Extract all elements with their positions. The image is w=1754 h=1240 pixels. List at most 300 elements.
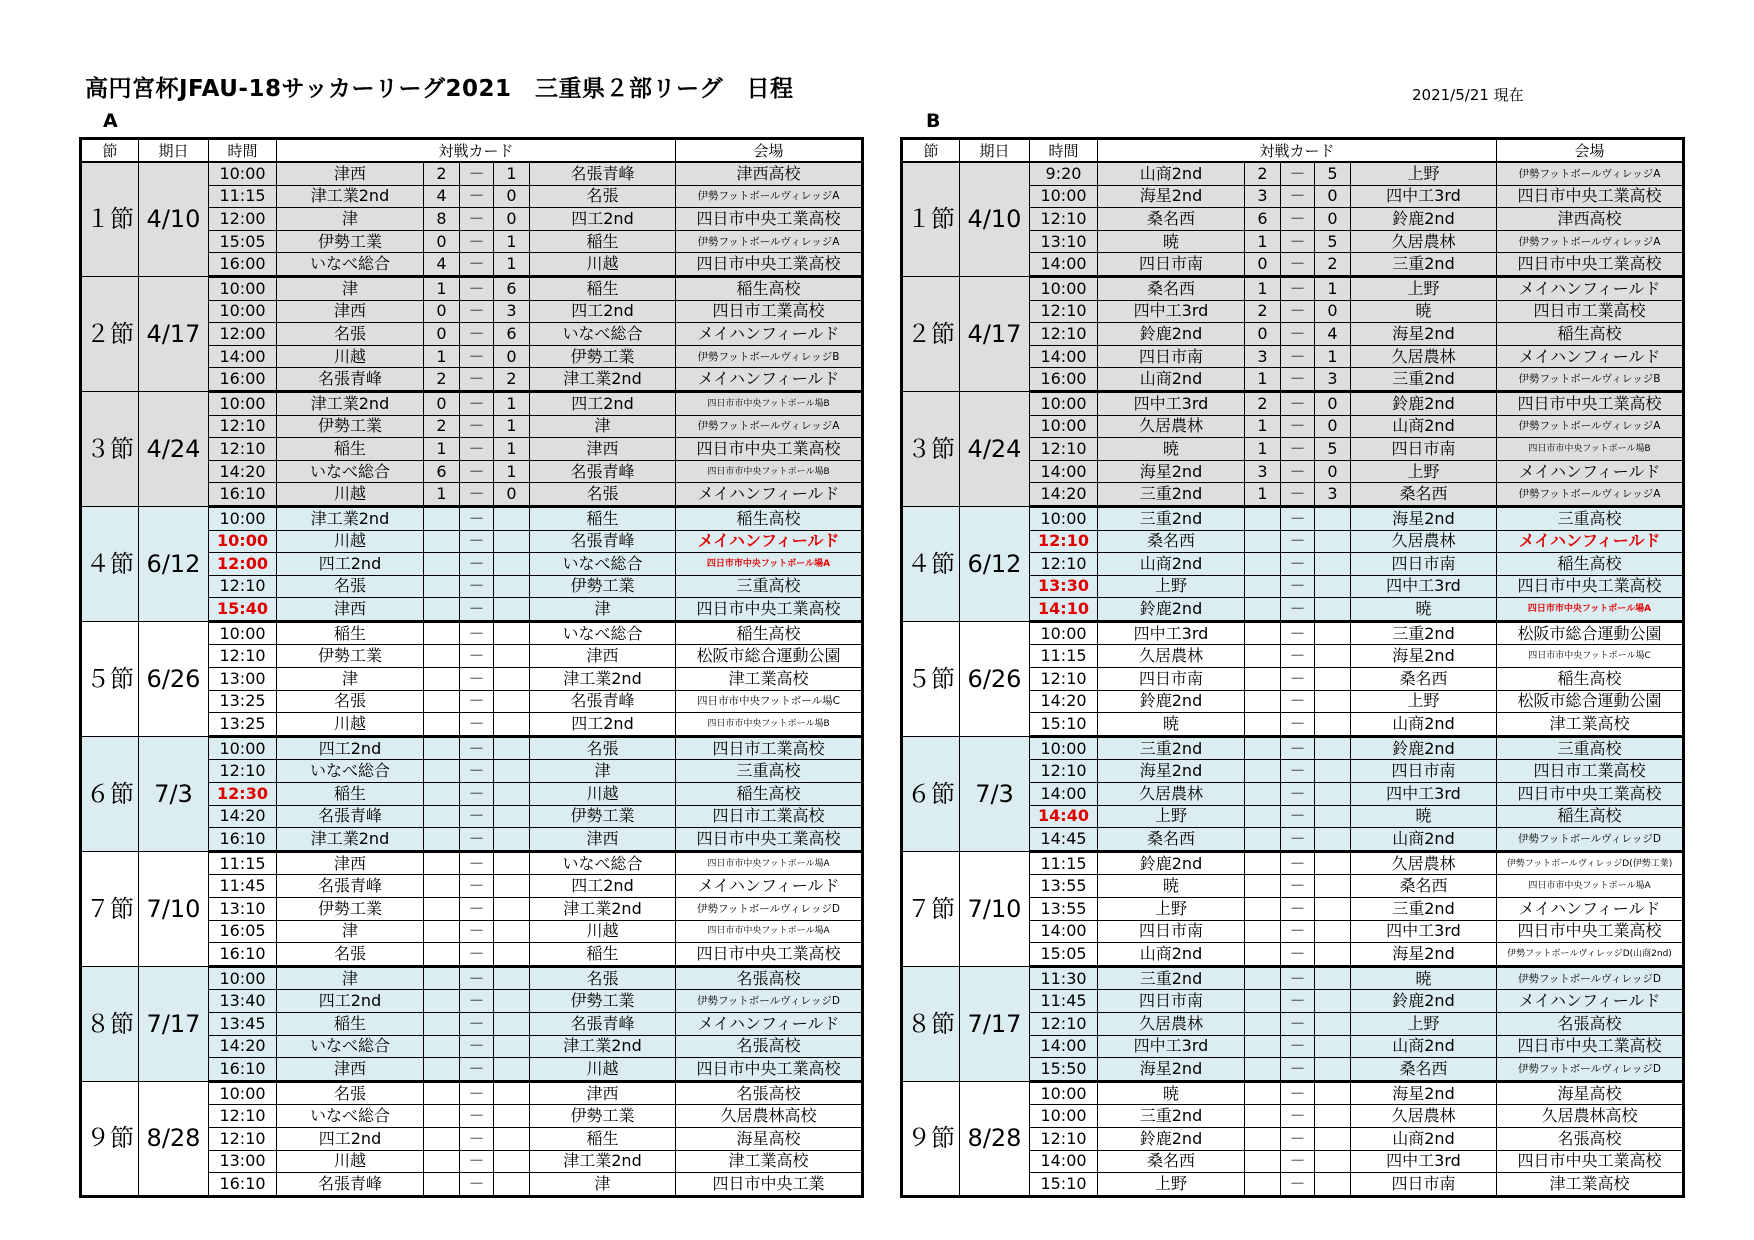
- home-score: [1245, 990, 1281, 1013]
- score-dash: －: [460, 943, 494, 967]
- venue: メイハンフィールド: [676, 875, 863, 898]
- home-score: [424, 966, 460, 990]
- home-team: 名張青峰: [277, 875, 424, 898]
- away-score: 1: [494, 438, 530, 461]
- venue: メイハンフィールド: [1497, 530, 1684, 553]
- home-team: 鈴鹿2nd: [1098, 851, 1245, 875]
- away-score: [1315, 690, 1351, 713]
- away-team: いなべ総合: [530, 851, 676, 875]
- match-time: 13:00: [209, 668, 277, 691]
- match-time: 11:45: [209, 875, 277, 898]
- away-score: [494, 621, 530, 645]
- home-team: 暁: [1098, 438, 1245, 461]
- venue: 伊勢フットボールヴィレッジB: [1497, 368, 1684, 392]
- score-dash: －: [460, 760, 494, 783]
- match-time: 10:00: [1030, 736, 1098, 760]
- away-score: 3: [1315, 368, 1351, 392]
- venue: 四日市中央工業高校: [676, 1058, 863, 1082]
- match-time: 12:10: [1030, 760, 1098, 783]
- score-dash: －: [1281, 415, 1315, 438]
- match-time: 16:00: [1030, 368, 1098, 392]
- away-team: 桑名西: [1351, 668, 1497, 691]
- away-team: 四中工3rd: [1351, 575, 1497, 598]
- home-team: 四工2nd: [277, 736, 424, 760]
- venue: 四日市市中央フットボール場B: [676, 460, 863, 483]
- away-score: [1315, 943, 1351, 967]
- score-dash: －: [1281, 1035, 1315, 1058]
- home-team: 川越: [277, 713, 424, 737]
- score-dash: －: [460, 162, 494, 185]
- away-score: [1315, 621, 1351, 645]
- home-team: 稲生: [277, 783, 424, 806]
- away-team: 久居農林: [1351, 1105, 1497, 1128]
- away-team: 山商2nd: [1351, 415, 1497, 438]
- header-date: 期日: [960, 139, 1030, 163]
- away-score: [494, 645, 530, 668]
- away-team: 山商2nd: [1351, 828, 1497, 852]
- away-score: [494, 1012, 530, 1035]
- score-dash: －: [460, 990, 494, 1013]
- match-time: 10:00: [209, 1081, 277, 1105]
- header-card: 対戦カード: [1098, 139, 1497, 163]
- away-score: 5: [1315, 230, 1351, 253]
- away-score: [1315, 1105, 1351, 1128]
- venue: 久居農林高校: [1497, 1105, 1684, 1128]
- score-dash: －: [1281, 208, 1315, 231]
- score-dash: －: [460, 391, 494, 415]
- home-score: [424, 898, 460, 921]
- away-team: 名張: [530, 185, 676, 208]
- away-team: 海星2nd: [1351, 323, 1497, 346]
- venue: 四日市中央工業: [676, 1173, 863, 1197]
- away-team: 四中工3rd: [1351, 185, 1497, 208]
- home-team: 津西: [277, 598, 424, 622]
- match-time: 10:00: [1030, 1105, 1098, 1128]
- away-score: [494, 506, 530, 530]
- match-row: [81, 1081, 863, 1105]
- away-team: 三重2nd: [1351, 368, 1497, 392]
- header-date: 期日: [139, 139, 209, 163]
- match-time: 12:00: [209, 553, 277, 576]
- round-date: 4/17: [960, 276, 1030, 391]
- away-score: 0: [1315, 185, 1351, 208]
- score-dash: －: [1281, 253, 1315, 277]
- round-label: ２節: [81, 276, 139, 391]
- home-team: 久居農林: [1098, 783, 1245, 806]
- away-score: 0: [494, 185, 530, 208]
- away-score: [1315, 713, 1351, 737]
- match-time: 10:00: [1030, 276, 1098, 300]
- match-time: 14:40: [1030, 805, 1098, 828]
- home-team: 桑名西: [1098, 1150, 1245, 1173]
- score-dash: －: [1281, 1012, 1315, 1035]
- venue: 稲生高校: [676, 276, 863, 300]
- home-team: 山商2nd: [1098, 943, 1245, 967]
- venue: 四日市市中央フットボール場B: [676, 713, 863, 737]
- score-dash: －: [460, 713, 494, 737]
- score-dash: －: [460, 253, 494, 277]
- round-label: ６節: [902, 736, 960, 851]
- score-dash: －: [460, 783, 494, 806]
- match-time: 15:10: [1030, 1173, 1098, 1197]
- home-score: [1245, 530, 1281, 553]
- match-time: 15:05: [209, 230, 277, 253]
- away-score: [1315, 1081, 1351, 1105]
- away-team: 津工業2nd: [530, 1150, 676, 1173]
- match-row: [81, 276, 863, 300]
- match-time: 13:25: [209, 690, 277, 713]
- home-team: 四日市南: [1098, 253, 1245, 277]
- venue: 名張高校: [676, 1081, 863, 1105]
- home-score: 6: [424, 460, 460, 483]
- home-score: [424, 1081, 460, 1105]
- away-score: [1315, 1127, 1351, 1150]
- score-dash: －: [1281, 598, 1315, 622]
- header-setsu: 節: [81, 139, 139, 163]
- home-team: 四日市南: [1098, 990, 1245, 1013]
- away-team: 鈴鹿2nd: [1351, 736, 1497, 760]
- away-team: 暁: [1351, 805, 1497, 828]
- round-label: ８節: [81, 966, 139, 1081]
- away-score: [494, 966, 530, 990]
- away-team: 津: [530, 760, 676, 783]
- away-team: 上野: [1351, 276, 1497, 300]
- home-score: [1245, 1173, 1281, 1197]
- home-team: 名張: [277, 323, 424, 346]
- score-dash: －: [460, 368, 494, 392]
- home-score: [1245, 1058, 1281, 1082]
- home-score: [424, 920, 460, 943]
- score-dash: －: [460, 805, 494, 828]
- home-team: 暁: [1098, 1081, 1245, 1105]
- match-time: 14:45: [1030, 828, 1098, 852]
- away-team: 四工2nd: [530, 875, 676, 898]
- score-dash: －: [1281, 553, 1315, 576]
- venue: 久居農林高校: [676, 1105, 863, 1128]
- match-time: 15:05: [1030, 943, 1098, 967]
- away-score: [1315, 598, 1351, 622]
- round-date: 4/24: [960, 391, 1030, 506]
- score-dash: －: [1281, 713, 1315, 737]
- home-team: 四中工3rd: [1098, 300, 1245, 323]
- away-team: 津: [530, 598, 676, 622]
- home-score: [1245, 1035, 1281, 1058]
- home-score: [1245, 943, 1281, 967]
- away-score: 0: [1315, 300, 1351, 323]
- match-time: 12:10: [209, 1105, 277, 1128]
- away-team: 山商2nd: [1351, 1127, 1497, 1150]
- score-dash: －: [1281, 530, 1315, 553]
- match-time: 9:20: [1030, 162, 1098, 185]
- round-date: 8/28: [139, 1081, 209, 1196]
- away-score: 6: [494, 276, 530, 300]
- match-time: 10:00: [209, 621, 277, 645]
- score-dash: －: [460, 598, 494, 622]
- home-team: 伊勢工業: [277, 230, 424, 253]
- match-time: 14:00: [1030, 1035, 1098, 1058]
- score-dash: －: [1281, 943, 1315, 967]
- away-team: 名張青峰: [530, 460, 676, 483]
- venue: 稲生高校: [676, 621, 863, 645]
- home-score: 2: [424, 162, 460, 185]
- home-team: 三重2nd: [1098, 736, 1245, 760]
- away-score: [494, 598, 530, 622]
- venue: 四日市市中央フットボール場A: [676, 851, 863, 875]
- home-score: [1245, 1105, 1281, 1128]
- away-team: 川越: [530, 920, 676, 943]
- venue: 名張高校: [1497, 1127, 1684, 1150]
- away-team: 川越: [530, 253, 676, 277]
- home-score: [424, 875, 460, 898]
- home-score: [1245, 598, 1281, 622]
- away-score: 2: [494, 368, 530, 392]
- away-score: [1315, 851, 1351, 875]
- away-team: 稲生: [530, 943, 676, 967]
- away-score: [494, 1105, 530, 1128]
- away-team: 四日市南: [1351, 438, 1497, 461]
- away-team: 四工2nd: [530, 713, 676, 737]
- away-team: 津西: [530, 438, 676, 461]
- match-time: 14:00: [209, 345, 277, 368]
- home-score: [1245, 1150, 1281, 1173]
- away-score: [1315, 668, 1351, 691]
- score-dash: －: [1281, 621, 1315, 645]
- away-team: 久居農林: [1351, 230, 1497, 253]
- match-time: 11:30: [1030, 966, 1098, 990]
- match-time: 13:55: [1030, 898, 1098, 921]
- home-score: 3: [1245, 185, 1281, 208]
- round-label: ５節: [902, 621, 960, 736]
- match-time: 12:10: [1030, 553, 1098, 576]
- venue: 伊勢フットボールヴィレッジA: [676, 415, 863, 438]
- away-team: 稲生: [530, 230, 676, 253]
- away-score: [494, 760, 530, 783]
- venue: 四日市工業高校: [1497, 300, 1684, 323]
- home-team: 津: [277, 966, 424, 990]
- match-time: 14:20: [1030, 483, 1098, 507]
- home-score: [1245, 851, 1281, 875]
- home-team: 山商2nd: [1098, 162, 1245, 185]
- score-dash: －: [1281, 438, 1315, 461]
- away-score: [1315, 1035, 1351, 1058]
- score-dash: －: [460, 1150, 494, 1173]
- match-time: 12:10: [1030, 438, 1098, 461]
- away-team: 津西: [530, 645, 676, 668]
- home-team: 津西: [277, 162, 424, 185]
- away-team: いなべ総合: [530, 621, 676, 645]
- round-date: 6/12: [960, 506, 1030, 621]
- match-time: 16:00: [209, 253, 277, 277]
- home-team: 名張青峰: [277, 368, 424, 392]
- home-score: [424, 851, 460, 875]
- home-team: 四中工3rd: [1098, 391, 1245, 415]
- away-score: [1315, 530, 1351, 553]
- home-team: 四日市南: [1098, 668, 1245, 691]
- away-team: 四中工3rd: [1351, 920, 1497, 943]
- home-team: 津工業2nd: [277, 185, 424, 208]
- match-time: 12:10: [1030, 300, 1098, 323]
- home-score: 1: [1245, 483, 1281, 507]
- venue: 津工業高校: [676, 668, 863, 691]
- away-score: [494, 828, 530, 852]
- away-team: 伊勢工業: [530, 805, 676, 828]
- match-time: 15:50: [1030, 1058, 1098, 1082]
- round-label: ７節: [81, 851, 139, 966]
- home-score: [424, 1173, 460, 1197]
- venue: 四日市市中央フットボール場A: [1497, 875, 1684, 898]
- match-time: 12:10: [209, 645, 277, 668]
- home-team: 津西: [277, 300, 424, 323]
- round-date: 7/10: [960, 851, 1030, 966]
- away-team: 名張: [530, 736, 676, 760]
- score-dash: －: [1281, 828, 1315, 852]
- away-score: [494, 990, 530, 1013]
- home-team: 名張: [277, 943, 424, 967]
- home-score: [424, 760, 460, 783]
- match-time: 16:10: [209, 828, 277, 852]
- match-row: [81, 162, 863, 185]
- home-team: 鈴鹿2nd: [1098, 598, 1245, 622]
- away-team: いなべ総合: [530, 553, 676, 576]
- away-score: 1: [494, 415, 530, 438]
- home-score: [424, 575, 460, 598]
- score-dash: －: [1281, 990, 1315, 1013]
- home-team: 海星2nd: [1098, 460, 1245, 483]
- venue: 海星高校: [1497, 1081, 1684, 1105]
- venue: 伊勢フットボールヴィレッジB: [676, 345, 863, 368]
- home-score: 0: [1245, 323, 1281, 346]
- home-score: [424, 1035, 460, 1058]
- score-dash: －: [1281, 668, 1315, 691]
- match-time: 10:00: [1030, 621, 1098, 645]
- away-score: [1315, 898, 1351, 921]
- match-time: 11:15: [209, 185, 277, 208]
- away-score: [494, 668, 530, 691]
- round-label: ４節: [902, 506, 960, 621]
- home-team: 四日市南: [1098, 920, 1245, 943]
- match-time: 16:10: [209, 1173, 277, 1197]
- home-score: [1245, 898, 1281, 921]
- home-score: [1245, 805, 1281, 828]
- venue: 四日市市中央フットボール場C: [1497, 645, 1684, 668]
- venue: 四日市中央工業高校: [1497, 783, 1684, 806]
- home-score: 1: [1245, 415, 1281, 438]
- away-score: [1315, 506, 1351, 530]
- header-time: 時間: [1030, 139, 1098, 163]
- away-team: 鈴鹿2nd: [1351, 391, 1497, 415]
- score-dash: －: [1281, 345, 1315, 368]
- venue: 伊勢フットボールヴィレッジD(山商2nd): [1497, 943, 1684, 967]
- home-score: 6: [1245, 208, 1281, 231]
- away-score: 1: [1315, 345, 1351, 368]
- round-date: 4/10: [960, 162, 1030, 276]
- home-team: 海星2nd: [1098, 760, 1245, 783]
- venue: 四日市中央工業高校: [1497, 1150, 1684, 1173]
- match-time: 12:10: [209, 760, 277, 783]
- round-date: 6/12: [139, 506, 209, 621]
- score-dash: －: [1281, 368, 1315, 392]
- away-score: 0: [1315, 460, 1351, 483]
- match-time: 10:00: [209, 736, 277, 760]
- score-dash: －: [460, 185, 494, 208]
- venue: 四日市工業高校: [676, 736, 863, 760]
- score-dash: －: [1281, 1173, 1315, 1197]
- away-team: 稲生: [530, 506, 676, 530]
- match-time: 12:10: [1030, 1127, 1098, 1150]
- away-score: 0: [1315, 415, 1351, 438]
- away-score: [1315, 1012, 1351, 1035]
- away-score: [494, 575, 530, 598]
- home-team: いなべ総合: [277, 460, 424, 483]
- away-score: [1315, 966, 1351, 990]
- round-date: 4/24: [139, 391, 209, 506]
- round-date: 7/3: [139, 736, 209, 851]
- match-time: 14:00: [1030, 345, 1098, 368]
- away-score: 1: [494, 391, 530, 415]
- away-score: [494, 1150, 530, 1173]
- home-team: 稲生: [277, 1012, 424, 1035]
- match-time: 14:00: [1030, 783, 1098, 806]
- away-team: 稲生: [530, 1127, 676, 1150]
- match-time: 10:00: [209, 506, 277, 530]
- home-score: 4: [424, 253, 460, 277]
- home-score: [1245, 506, 1281, 530]
- score-dash: －: [460, 645, 494, 668]
- score-dash: －: [460, 851, 494, 875]
- score-dash: －: [1281, 276, 1315, 300]
- away-score: 2: [1315, 253, 1351, 277]
- round-date: 7/17: [960, 966, 1030, 1081]
- away-team: 三重2nd: [1351, 898, 1497, 921]
- home-team: 海星2nd: [1098, 185, 1245, 208]
- as-of-date: 2021/5/21 現在: [1412, 86, 1524, 104]
- away-team: 四日市南: [1351, 760, 1497, 783]
- away-score: [1315, 1173, 1351, 1197]
- venue: 伊勢フットボールヴィレッジA: [676, 230, 863, 253]
- match-time: 10:00: [1030, 415, 1098, 438]
- home-score: [1245, 713, 1281, 737]
- score-dash: －: [1281, 898, 1315, 921]
- away-score: [494, 553, 530, 576]
- away-score: [494, 713, 530, 737]
- score-dash: －: [1281, 966, 1315, 990]
- away-team: 暁: [1351, 598, 1497, 622]
- home-team: 鈴鹿2nd: [1098, 690, 1245, 713]
- match-time: 15:10: [1030, 713, 1098, 737]
- away-score: 1: [494, 162, 530, 185]
- away-score: [1315, 805, 1351, 828]
- venue: 四日市中央工業高校: [676, 828, 863, 852]
- home-score: 1: [1245, 438, 1281, 461]
- venue: メイハンフィールド: [1497, 898, 1684, 921]
- score-dash: －: [1281, 1081, 1315, 1105]
- venue: 四日市中央工業高校: [1497, 1035, 1684, 1058]
- score-dash: －: [460, 208, 494, 231]
- home-score: [424, 1012, 460, 1035]
- home-score: 2: [424, 368, 460, 392]
- away-team: 久居農林: [1351, 530, 1497, 553]
- venue: 三重高校: [1497, 736, 1684, 760]
- home-team: 津: [277, 920, 424, 943]
- venue: 四日市中央工業高校: [1497, 253, 1684, 277]
- match-time: 12:10: [209, 575, 277, 598]
- round-date: 7/3: [960, 736, 1030, 851]
- away-team: 海星2nd: [1351, 645, 1497, 668]
- page-title: 高円宮杯JFAU-18サッカーリーグ2021 三重県２部リーグ 日程: [85, 76, 794, 102]
- home-score: [1245, 875, 1281, 898]
- away-team: 久居農林: [1351, 345, 1497, 368]
- away-score: [494, 530, 530, 553]
